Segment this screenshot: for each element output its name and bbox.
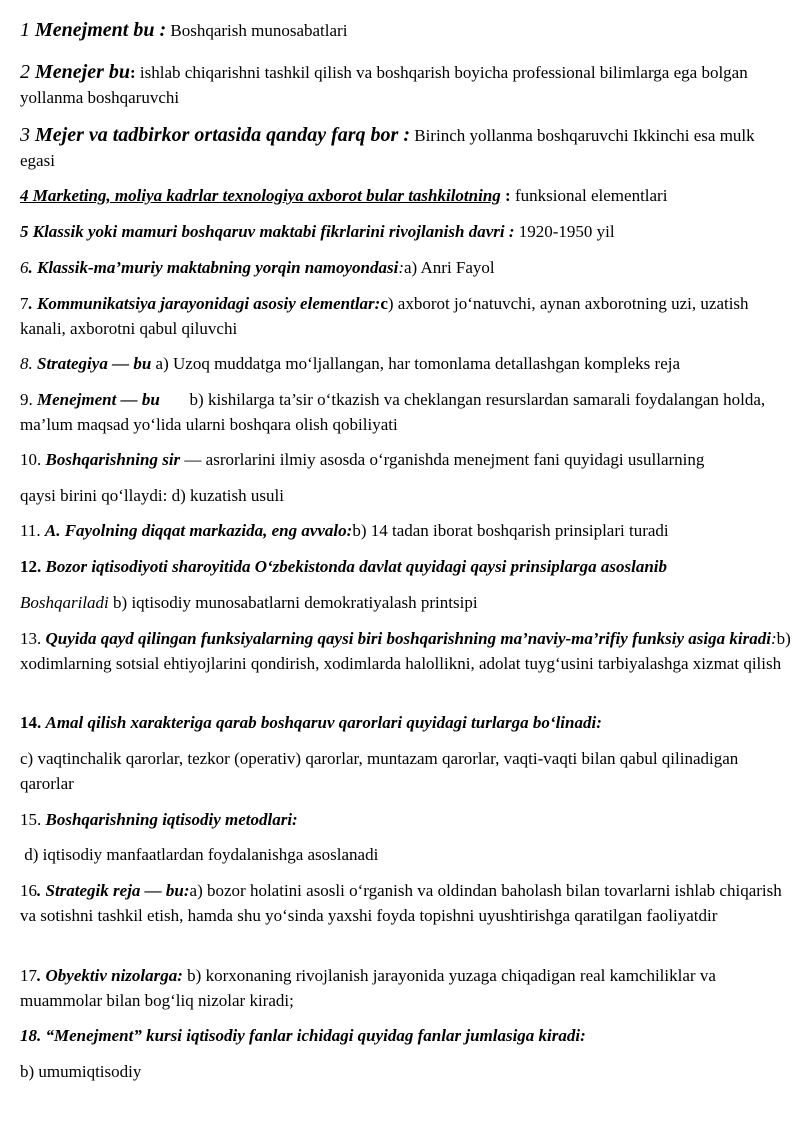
item-2: 2 Menejer bu: ishlab chiqarishni tashkil qilish va boshqarish boyicha professional bilimlarga ega bolgan yollanma boshqaruvchi bbox=[20, 61, 748, 107]
item-13: 13. Quyida qayd qilingan funksiyalarning qaysi biri boshqarishning ma’naviy-ma’rifiy funksiy asiga kiradi:b) xodimlarning sotsial ehtiyojlarini qondirish, xodimlarda halollikni, adolat tuyg‘usini tarbiyalashga xizmat qilish bbox=[20, 629, 791, 673]
item-12-answer: Boshqariladi b) iqtisodiy munosabatlarni demokratiyalash printsipi bbox=[20, 593, 478, 612]
item-6: 6. Klassik-ma’muriy maktabning yorqin namoyondasi:a) Anri Fayol bbox=[20, 258, 495, 277]
item-7: 7. Kommunikatsiya jarayonidagi asosiy elementlar:c) axborot jo‘natuvchi, aynan axborotning uzi, uzatish kanali, axborotni qabul qiluvchi bbox=[20, 294, 749, 338]
item-4: 4 Marketing, moliya kadrlar texnologiya axborot bular tashkilotning : funksional elementlari bbox=[20, 186, 668, 205]
item-15: 15. Boshqarishning iqtisodiy metodlari: bbox=[20, 810, 298, 829]
item-15-answer: d) iqtisodiy manfaatlardan foydalanishga asoslanadi bbox=[20, 845, 379, 864]
item-16: 16. Strategik reja — bu:a) bozor holatini asosli o‘rganish va oldindan baholash bilan tovarlarni ishlab chiqarish va sotishni tashkil etish, hamda shu yo‘sinda yaxshi foyda topishni uyushtirishga qaratilgan faoliyatdir bbox=[20, 881, 782, 925]
item-10-answer: qaysi birini qo‘llaydi: d) kuzatish usuli bbox=[20, 486, 284, 505]
item-12: 12. Bozor iqtisodiyoti sharoyitida O‘zbekistonda davlat quyidagi qaysi prinsiplarga asoslanib bbox=[20, 557, 668, 576]
item-14-answer: c) vaqtinchalik qarorlar, tezkor (operativ) qarorlar, muntazam qarorlar, vaqti-vaqti bilan qabul qilinadigan qarorlar bbox=[20, 749, 739, 793]
item-18-answer: b) umumiqtisodiy bbox=[20, 1062, 142, 1081]
item-5: 5 Klassik yoki mamuri boshqaruv maktabi fikrlarini rivojlanish davri : 1920-1950 yil bbox=[20, 222, 615, 241]
item-9: 9. Menejment — bu b) kishilarga ta’sir o‘tkazish va cheklangan resurslardan samarali foydalangan holda, ma’lum maqsad yo‘lida ularni boshqara olish qobiliyati bbox=[20, 390, 770, 434]
item-18: 18. “Menejment” kursi iqtisodiy fanlar ichidagi quyidag fanlar jumlasiga kiradi: bbox=[20, 1026, 586, 1045]
item-11: 11. A. Fayolning diqqat markazida, eng avvalo:b) 14 tadan iborat boshqarish prinsiplari turadi bbox=[20, 521, 669, 540]
item-1: 1 Menejment bu : Boshqarish munosabatlari bbox=[20, 19, 348, 41]
item-10: 10. Boshqarishning sir — asrorlarini ilmiy asosda o‘rganishda menejment fani quyidagi usullarning bbox=[20, 450, 705, 469]
item-8: 8. Strategiya — bu a) Uzoq muddatga mo‘ljallangan, har tomonlama detallashgan kompleks reja bbox=[20, 354, 681, 373]
item-14: 14. Amal qilish xarakteriga qarab boshqaruv qarorlari quyidagi turlarga bo‘linadi: bbox=[20, 713, 602, 732]
item-17: 17. Obyektiv nizolarga: b) korxonaning rivojlanish jarayonida yuzaga chiqadigan real kamchiliklar va muammolar bilan bog‘liq nizolar kiradi; bbox=[20, 966, 716, 1010]
item-3: 3 Mejer va tadbirkor ortasida qanday farq bor : Birinch yollanma boshqaruvchi Ikkinchi esa mulk egasi bbox=[20, 124, 755, 170]
